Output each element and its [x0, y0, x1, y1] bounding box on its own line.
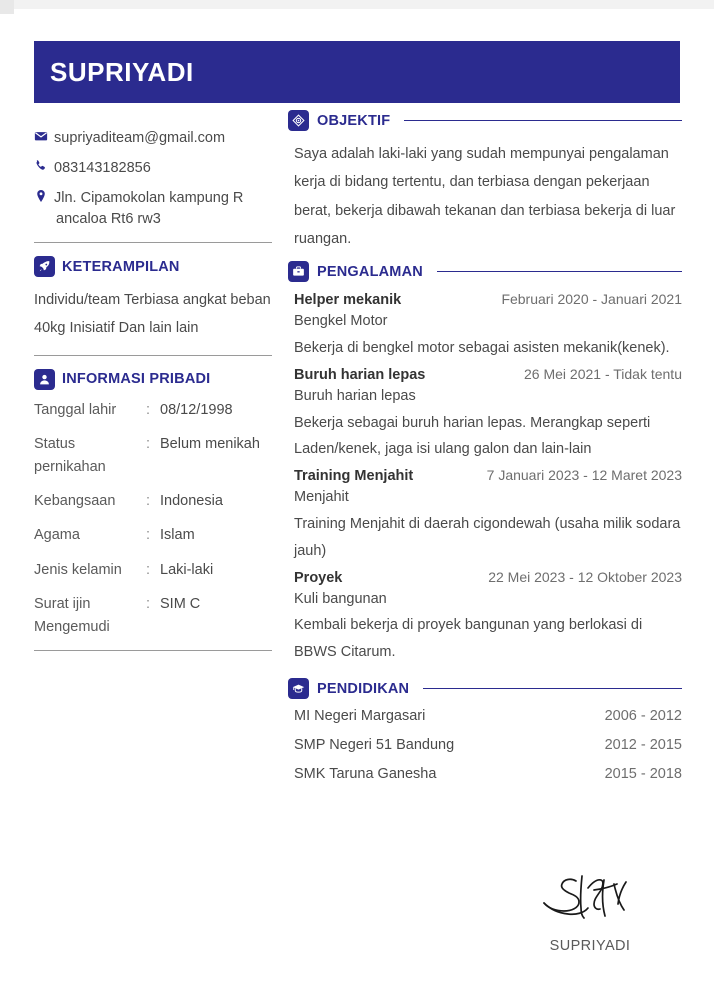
experience-description: Kembali bekerja di proyek bangunan yang berlokasi di BBWS Citarum.	[294, 617, 643, 661]
info-value: SIM C	[160, 596, 201, 613]
education-item	[288, 766, 682, 782]
phone-icon	[34, 158, 54, 173]
experience-org: Bengkel Motor	[294, 313, 388, 330]
experience-item	[288, 366, 682, 463]
info-key: Tanggal lahir	[34, 401, 117, 418]
info-value: Indonesia	[160, 493, 223, 509]
contact-email-row	[34, 128, 272, 149]
education-school: SMP Negeri 51 Bandung	[294, 737, 455, 753]
contact-list	[34, 128, 272, 230]
experience-org: Buruh harian lepas	[294, 387, 416, 404]
education-item	[288, 737, 682, 753]
top-edge-strip	[0, 0, 714, 9]
education-years: 2012 - 2015	[604, 737, 682, 753]
experience-role: Buruh harian lepas	[294, 366, 426, 383]
experience-item	[288, 467, 682, 564]
experience-item	[288, 291, 682, 362]
page-title: SUPRIYADI	[50, 56, 194, 87]
divider-skills	[34, 355, 272, 356]
info-value: 08/12/1998	[160, 401, 233, 418]
info-value: Laki-laki	[160, 561, 214, 578]
experience-description: Bekerja sebagai buruh harian lepas. Merangkap seperti Laden/kenek, jaga isi ulang galon dan lain-lain	[294, 414, 651, 458]
experience-description: Bekerja di bengkel motor sebagai asisten mekanik(kenek).	[294, 339, 670, 356]
education-item	[288, 708, 682, 724]
experience-role: Training Menjahit	[294, 468, 414, 485]
experience-item	[288, 569, 682, 666]
signature-name: SUPRIYADI	[549, 938, 631, 954]
signature-block	[500, 868, 680, 954]
section-rule	[437, 271, 682, 273]
info-row	[34, 593, 272, 638]
experience-org: Kuli bangunan	[294, 590, 387, 607]
info-colon: :	[146, 436, 151, 453]
divider-personal-info	[34, 650, 272, 651]
info-key: Surat ijin Mengemudi	[34, 596, 110, 635]
name-banner	[34, 41, 680, 103]
section-label-education: PENDIDIKAN	[317, 680, 410, 697]
experience-item-header	[294, 366, 682, 383]
divider-contact	[34, 242, 272, 243]
experience-date: 26 Mei 2021 - Tidak tentu	[524, 365, 682, 382]
person-icon	[34, 369, 55, 390]
contact-address-line1: Jln. Cipamokolan kampung R	[54, 190, 244, 207]
experience-date: 22 Mei 2023 - 12 Oktober 2023	[488, 568, 682, 585]
info-colon: :	[146, 596, 151, 613]
section-label-personal-info: INFORMASI PRIBADI	[62, 371, 211, 388]
experience-date: 7 Januari 2023 - 12 Maret 2023	[486, 467, 682, 484]
info-colon: :	[146, 527, 151, 544]
briefcase-icon	[288, 261, 309, 282]
section-heading-experience	[288, 261, 682, 282]
personal-info-table	[34, 399, 272, 639]
rocket-icon	[34, 256, 55, 277]
info-row	[34, 490, 272, 512]
education-years: 2006 - 2012	[604, 708, 682, 724]
target-icon	[288, 110, 309, 131]
contact-email: supriyaditeam@gmail.com	[54, 130, 226, 146]
info-value: Islam	[160, 527, 195, 544]
info-key: Agama	[34, 527, 80, 544]
experience-item-header	[294, 291, 682, 308]
info-key: Status pernikahan	[34, 436, 106, 475]
envelope-icon	[34, 128, 54, 143]
experience-role: Helper mekanik	[294, 292, 402, 309]
section-heading-personal-info	[34, 369, 272, 390]
signature-mark	[500, 868, 680, 930]
info-colon: :	[146, 401, 151, 418]
education-school: SMK Taruna Ganesha	[294, 766, 437, 782]
section-rule	[404, 120, 682, 122]
skills-text: Individu/team Terbiasa angkat beban 40kg Inisiatif Dan lain lain	[34, 292, 271, 337]
experience-date: Februari 2020 - Januari 2021	[501, 291, 682, 308]
experience-org: Menjahit	[294, 489, 349, 506]
info-colon: :	[146, 493, 151, 509]
contact-address-line2: ancaloa Rt6 rw3	[56, 211, 161, 228]
contact-phone-row	[34, 158, 272, 179]
info-row	[34, 399, 272, 421]
info-row	[34, 524, 272, 546]
info-row	[34, 559, 272, 581]
section-label-experience: PENGALAMAN	[317, 263, 423, 280]
right-column	[288, 110, 682, 795]
objective-text: Saya adalah laki-laki yang sudah mempunyai pengalaman kerja di bidang tertentu, dan terbiasa dengan pekerjaan berat, bekerja dibawah tekanan dan terbiasa bekerja di luar ruangan.	[294, 146, 676, 247]
location-pin-icon	[34, 188, 54, 203]
education-school: MI Negeri Margasari	[294, 708, 426, 724]
section-heading-objective	[288, 110, 682, 131]
experience-item-header	[294, 467, 682, 484]
contact-phone: 083143182856	[54, 160, 151, 177]
experience-item-header	[294, 569, 682, 586]
experience-role: Proyek	[294, 569, 343, 586]
info-key: Kebangsaan	[34, 493, 116, 509]
experience-description: Training Menjahit di daerah cigondewah (usaha milik sodara jauh)	[294, 515, 681, 559]
info-key: Jenis kelamin	[34, 561, 122, 578]
section-heading-skills	[34, 256, 272, 277]
section-heading-education	[288, 678, 682, 699]
graduation-cap-icon	[288, 678, 309, 699]
contact-address	[54, 188, 272, 230]
section-label-objective: OBJEKTIF	[317, 112, 391, 129]
info-row	[34, 433, 272, 478]
section-label-skills: KETERAMPILAN	[62, 258, 180, 275]
section-rule	[423, 688, 682, 690]
top-left-corner-mark	[0, 0, 14, 14]
contact-address-row	[34, 188, 272, 230]
left-column	[34, 110, 272, 651]
education-years: 2015 - 2018	[604, 766, 682, 782]
info-value: Belum menikah	[160, 436, 260, 453]
info-colon: :	[146, 561, 151, 578]
